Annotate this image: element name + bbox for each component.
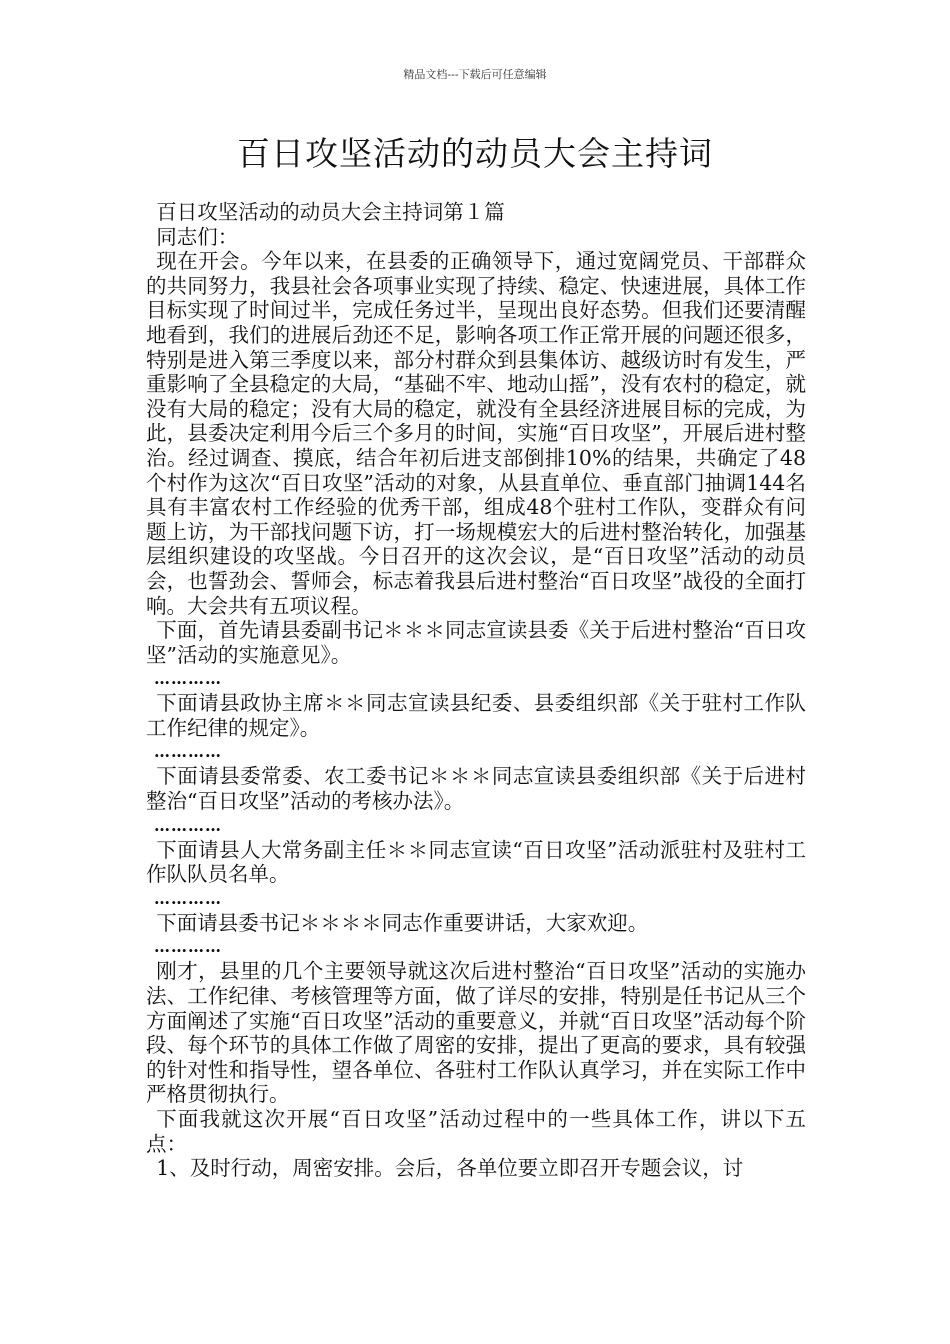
ellipsis-line: ………… — [154, 888, 222, 908]
body-paragraph: 现在开会。今年以来，在县委的正确领导下，通过宽阔党员、干部群众的共同努力，我县社会各项事业实现了持续、稳定、快速进展，具体工作目标实现了时间过半，完成任务过半，呈现出良好态势。但我们还要清醒地看到，我们的进展后劲还不足，影响各项工作正常开展的问题还很多，特别是进入第三季度以来，部分村群众到县集体访、越级访时有发生，严重影响了全县稳定的大局，“基础不牢、地动山摇”，没有农村的稳定，就没有大局的稳定；没有大局的稳定，就没有全县经济进展目标的完成，为此，县委决定利用今后三个多月的时间，实施“百日攻坚”，开展后进村整治。经过调查、摸底，结合年初后进支部倒排10%的结果，共确定了48个村作为这次“百日攻坚”活动的对象，从县直单位、垂直部门抽调144名具有丰富农村工作经验的优秀干部，组成48个驻村工作队，变群众有问题上访，为干部找问题下访，打一场规模宏大的后进村整治转化，加强基层组织建设的攻坚战。今日召开的这次会议，是“百日攻坚”活动的动员会，也誓劲会、誓师会，标志着我县后进村整治“百日攻坚”战役的全面打响。大会共有五项议程。 — [146, 249, 806, 618]
document-body — [146, 200, 806, 1181]
ellipsis-line: ………… — [154, 742, 222, 762]
body-paragraph: 刚才，县里的几个主要领导就这次后进村整治“百日攻坚”活动的实施办法、工作纪律、考核管理等方面，做了详尽的安排，特别是任书记从三个方面阐述了实施“百日攻坚”活动的重要意义，并就“百日攻坚”活动每个阶段、每个环节的具体工作做了周密的安排，提出了更高的要求，具有较强的针对性和指导性，望各单位、各驻村工作队认真学习，并在实际工作中严格贯彻执行。 — [146, 959, 806, 1107]
ellipsis-line: ………… — [154, 669, 222, 689]
salutation-paragraph: 同志们： — [156, 224, 239, 249]
body-paragraph: 下面请县委书记＊＊＊＊同志作重要讲话，大家欢迎。 — [156, 910, 649, 935]
body-paragraph: 1、及时行动，周密安排。会后，各单位要立即召开专题会议，讨 — [156, 1156, 744, 1181]
ellipsis-line: ………… — [154, 815, 222, 835]
body-paragraph: 下面请县人大常务副主任＊＊同志宣读“百日攻坚”活动派驻村及驻村工作队队员名单。 — [146, 837, 806, 887]
subtitle-paragraph: 百日攻坚活动的动员大会主持词第１篇 — [156, 200, 505, 224]
ellipsis-line: ………… — [154, 937, 222, 957]
body-paragraph: 下面，首先请县委副书记＊＊＊同志宣读县委《关于后进村整治“百日攻坚”活动的实施意见》。 — [146, 618, 806, 667]
body-paragraph: 下面请县政协主席＊＊同志宣读县纪委、县委组织部《关于驻村工作队工作纪律的规定》。 — [146, 691, 806, 740]
document-title: 百日攻坚活动的动员大会主持词 — [237, 134, 713, 173]
body-paragraph: 下面请县委常委、农工委书记＊＊＊同志宣读县委组织部《关于后进村整治“百日攻坚”活动的考核办法》。 — [146, 764, 806, 814]
page-header: 精品文档---下载后可任意编辑 — [403, 68, 547, 81]
body-paragraph: 下面我就这次开展“百日攻坚”活动过程中的一些具体工作，讲以下五点： — [146, 1107, 806, 1156]
